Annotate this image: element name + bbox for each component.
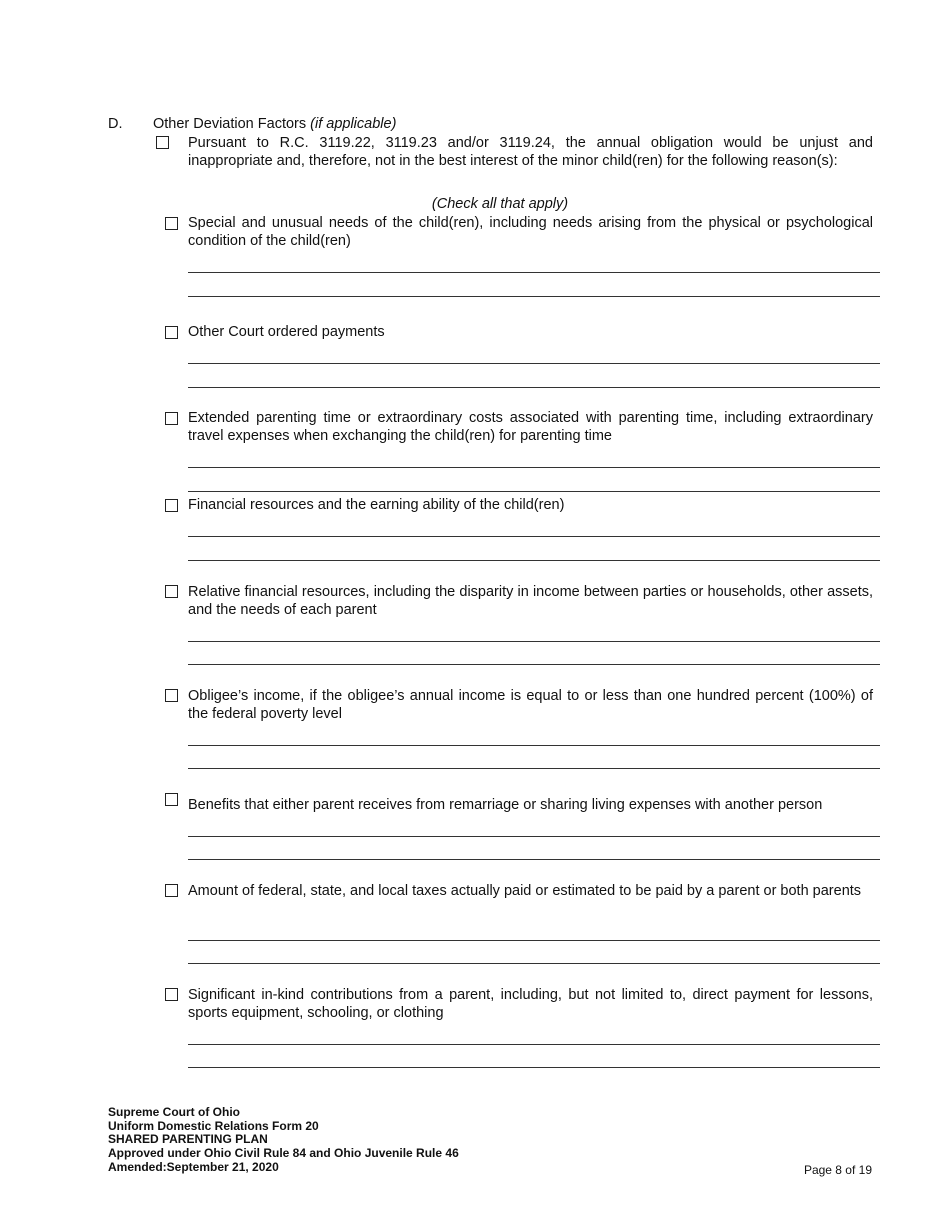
answer-line[interactable] — [188, 387, 880, 388]
factor-text-taxes: Amount of federal, state, and local taxes actually paid or estimated to be paid by a parent or both parents — [188, 883, 862, 899]
answer-line[interactable] — [188, 272, 880, 273]
factor-text-relative-resources: Relative financial resources, including the disparity in income between parties or households, other assets, and the needs of each parent — [188, 584, 873, 618]
answer-line[interactable] — [188, 768, 880, 769]
factor-text-court-payments: Other Court ordered payments — [188, 324, 385, 340]
factor-checkbox-taxes[interactable] — [165, 884, 178, 897]
answer-line[interactable] — [188, 560, 880, 561]
factor-checkbox-in-kind[interactable] — [165, 988, 178, 1001]
answer-line[interactable] — [188, 536, 880, 537]
intro-paragraph: Pursuant to R.C. 3119.22, 3119.23 and/or 3119.24, the annual obligation would be unjust and inappropriate and, therefore, not in the best interest of the minor child(ren) for the following reason(s): — [188, 135, 873, 169]
answer-line[interactable] — [188, 745, 880, 746]
answer-line[interactable] — [188, 467, 880, 468]
factor-checkbox-child-resources[interactable] — [165, 499, 178, 512]
form-footer — [108, 1106, 459, 1175]
intro-checkbox[interactable] — [156, 136, 169, 149]
section-title — [153, 116, 396, 132]
answer-line[interactable] — [188, 296, 880, 297]
footer-approval: Approved under Ohio Civil Rule 84 and Ohio Juvenile Rule 46 — [108, 1146, 459, 1161]
factor-checkbox-court-payments[interactable] — [165, 326, 178, 339]
section-title-note: (if applicable) — [310, 116, 397, 132]
factor-text-obligee-income: Obligee’s income, if the obligee’s annual income is equal to or less than one hundred percent (100%) of the federal poverty level — [188, 688, 873, 722]
section-letter: D. — [108, 116, 123, 132]
answer-line[interactable] — [188, 491, 880, 492]
section-title-text: Other Deviation Factors — [153, 116, 307, 132]
factor-checkbox-relative-resources[interactable] — [165, 585, 178, 598]
answer-line[interactable] — [188, 836, 880, 837]
factor-text-in-kind: Significant in-kind contributions from a parent, including, but not limited to, direct payment for lessons, sports equipment, schooling, or clothing — [188, 987, 873, 1021]
factor-checkbox-parenting-time[interactable] — [165, 412, 178, 425]
factor-checkbox-obligee-income[interactable] — [165, 689, 178, 702]
factor-checkbox-remarriage-benefits[interactable] — [165, 793, 178, 806]
footer-court: Supreme Court of Ohio — [108, 1105, 240, 1119]
page-number: Page 8 of 19 — [803, 1163, 872, 1177]
answer-line[interactable] — [188, 664, 880, 665]
check-all-note: (Check all that apply) — [431, 196, 569, 212]
footer-form-name: Uniform Domestic Relations Form 20 — [108, 1118, 319, 1133]
answer-line[interactable] — [188, 940, 880, 941]
footer-plan-title: SHARED PARENTING PLAN — [108, 1132, 268, 1147]
factor-checkbox-special-needs[interactable] — [165, 217, 178, 230]
factor-text-parenting-time: Extended parenting time or extraordinary costs associated with parenting time, including extraordinary travel expenses when exchanging the child(ren) for parenting time — [188, 410, 873, 444]
answer-line[interactable] — [188, 1067, 880, 1068]
footer-amended: Amended:September 21, 2020 — [108, 1159, 279, 1174]
answer-line[interactable] — [188, 859, 880, 860]
answer-line[interactable] — [188, 963, 880, 964]
factor-text-remarriage-benefits: Benefits that either parent receives from remarriage or sharing living expenses with another person — [188, 797, 823, 813]
answer-line[interactable] — [188, 363, 880, 364]
factor-text-child-resources: Financial resources and the earning ability of the child(ren) — [188, 497, 565, 513]
answer-line[interactable] — [188, 641, 880, 642]
factor-text-special-needs: Special and unusual needs of the child(ren), including needs arising from the physical or psychological condition of the child(ren) — [188, 215, 873, 249]
answer-line[interactable] — [188, 1044, 880, 1045]
